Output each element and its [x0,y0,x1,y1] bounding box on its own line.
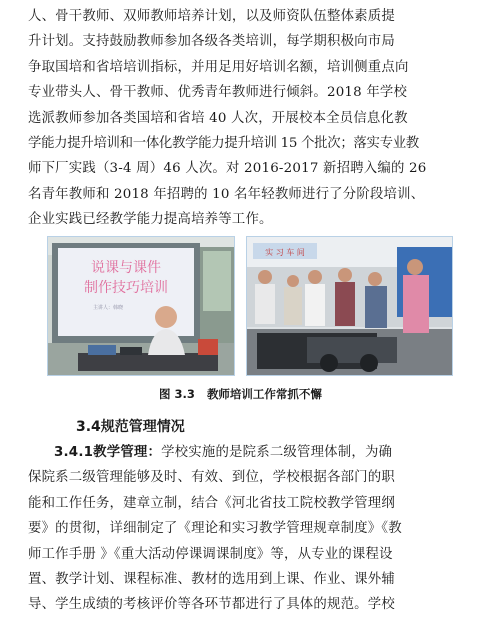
text-line: 导、学生成绩的考核评价等各环节都进行了具体的规范。学校 [28,597,395,613]
subsection-number: 3.4.1 [54,445,94,460]
text-line: 学能力提升培训和一体化教学能力提升培训 15 个批次；落实专业教 [28,136,419,152]
slide-subtitle: 主讲人：韩晓 [92,305,124,311]
section-heading: 3.4规范管理情况 [76,419,185,435]
text-line: 学校实施的是院系二级管理体制，为确 [161,445,393,460]
text-line: 要》的贯彻，详细制定了《理论和实习教学管理规章制度》《教 [28,521,402,537]
text-line: 名青年教师和 2018 年招聘的 10 名年轻教师进行了分阶段培训、 [28,186,425,202]
caption-number: 图 3.3 [159,387,195,401]
slide-title-line1: 说课与课件 [91,260,161,276]
text-line: 企业实践已经教学能力提高培养等工作。 [28,212,273,228]
text-line: 置、教学计划、课程标准、教材的选用到上课、作业、课外辅 [28,572,395,588]
workshop-scene-image [247,237,453,376]
text-line: 师下厂实践（3-4 周）46 人次。对 2016-2017 新招聘入编的 26 [28,161,427,177]
figure-photos [47,236,453,380]
body-paragraph-top [28,4,458,233]
text-line: 能和工作任务，建章立制，结合《河北省技工院校教学管理纲 [28,495,395,511]
text-line: 师工作手册 》《重大活动停课调课制度》等，从专业的课程设 [28,546,393,562]
training-photo-right [246,236,453,376]
subsection-title: 教学管理： [93,445,162,460]
figure-caption [0,386,481,402]
slide-title-line2: 制作技巧培训 [84,280,168,296]
speaker-head [155,306,177,328]
text-line: 保院系二级管理能够及时、有效、到位，学校根据各部门的职 [28,470,395,486]
subsection-first-line [28,440,458,465]
training-photo-left [47,236,235,376]
body-paragraph-management [28,440,458,618]
workshop-banner: 实 习 车 间 [265,248,305,257]
caption-text: 教师培训工作常抓不懈 [206,387,322,401]
classroom-scene-image [48,237,235,376]
text-line: 人、骨干教师、双师教师培养计划，以及师资队伍整体素质提 [28,9,395,24]
text-line: 选派教师参加各类国培和省培 40 人次，开展校本全员信息化教 [28,110,408,126]
text-line: 争取国培和省培培训指标，并用足用好培训名额，培训侧重点向 [28,59,409,75]
text-line: 升计划。支持鼓励教师参加各级各类培训，每学期积极向市局 [28,34,395,50]
text-line: 专业带头人、骨干教师、优秀青年教师进行倾斜。2018 年学校 [28,85,408,101]
